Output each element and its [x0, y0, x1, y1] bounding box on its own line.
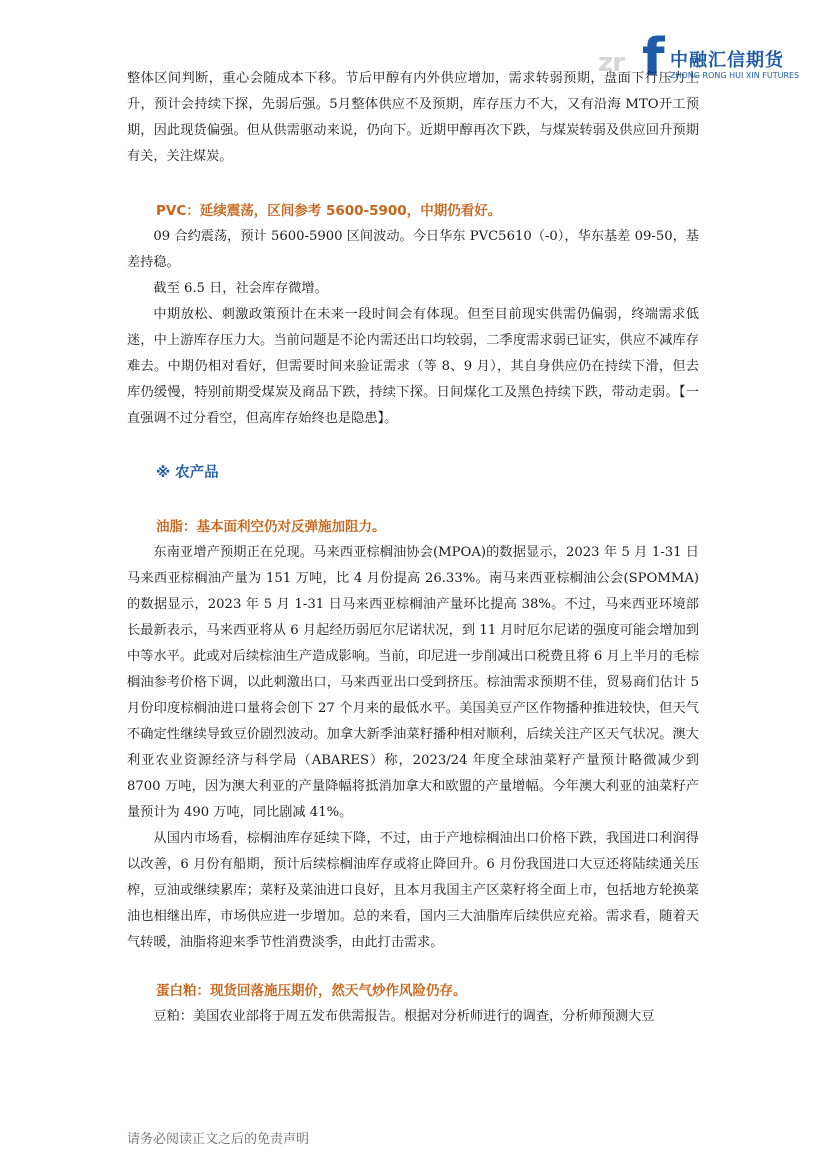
pvc-paragraph-2: 截至 6.5 日，社会库存微增。: [153, 281, 328, 296]
logo-mark-f: f: [642, 28, 665, 88]
oil-paragraph-1: 东南亚增产预期正在兑现。马来西亚棕榈油协会(MPOA)的数据显示，2023 年 5 月 1-31 日马来西亚棕榈油产量为 151 万吨，比 4 月份提高 26.33%。南马来西亚棕榈油公会(SPOMMA)的数据显示，2023 年 5 月 1-31 日马来西亚棕榈油产量环比提高 38%。不过，马来西亚环境部长最新表示，马来西亚将从 6 月起经历弱厄尔尼诺状况，到 11 月时厄尔尼诺的强度可能会增加到中等水平。此或对后续棕油生产造成影响。当前，印尼进一步削减出口税费且将 6 月上半月的毛棕榈油参考价格下调，以此刺激出口，马来西亚出口受到挤压。棕油需求预期不佳，贸易商们估计 5 月份印度棕榈油进口量将会创下 27 个月来的最低水平。美国美豆产区作物播种推进较快，但天气不确定性继续导致豆价剧烈波动。加拿大新季油菜籽播种相对顺利，后续关注产区天气状况。澳大利亚农业资源经济与科学局（ABARES）称，2023/24 年度全球油菜籽产量预计略微减少到 8700 万吨，因为澳大利亚的产量降幅将抵消加拿大和欧盟的产量增幅。今年澳大利亚的油菜籽产量预计为 490 万吨，同比剧减 41%。: [127, 545, 699, 820]
oil-paragraph-2: 从国内市场看，棕榈油库存延续下降，不过，由于产地棕榈油出口价格下跌，我国进口利润得以改善，6 月份有船期，预计后续棕榈油库存或将止降回升。6 月份我国进口大豆还将陆续通关压榨，豆油或继续累库；菜籽及菜油进口良好，且本月我国主产区菜籽将全面上市，包括地方轮换菜油也相继出库，市场供应进一步增加。总的来看，国内三大油脂库后续供应充裕。需求看，随着天气转暖，油脂将迎来季节性消费淡季，由此打击需求。: [127, 831, 699, 950]
agri-section-heading: ※ 农产品: [156, 465, 219, 481]
logo-name-cn: 中融汇信期货: [670, 50, 784, 71]
oil-heading: 油脂：基本面利空仍对反弹施加阻力。: [156, 519, 386, 535]
pvc-paragraph-3: 中期放松、刺激政策预计在未来一段时间会有体现。但至目前现实供需仍偏弱，终端需求低迷，中上游库存压力大。当前问题是不论内需还出口均较弱，二季度需求弱已证实，供应不减库存难去。中期仍相对看好，但需要时间来验证需求（等 8、9 月），其自身供应仍在持续下滑，但去库仍缓慢，特别前期受煤炭及商品下跌，持续下探。日间煤化工及黑色持续下跌，带动走弱。【一直强调不过分看空，但高库存始终也是隐患】。: [127, 307, 699, 426]
meal-heading: 蛋白粕：现货回落施压期价，然天气炒作风险仍存。: [156, 983, 467, 999]
pvc-heading: PVC：延续震荡，区间参考 5600-5900，中期仍看好。: [156, 203, 502, 219]
report-body: [127, 66, 699, 1030]
meal-paragraph-1: 豆粕：美国农业部将于周五发布供需报告。根据对分析师进行的调查，分析师预测大豆: [153, 1009, 655, 1024]
pvc-paragraph-1: 09 合约震荡，预计 5600-5900 区间波动。今日华东 PVC5610（-0），华东基差 09-50，基差持稳。: [127, 229, 699, 270]
logo-name-en: ZHONG RONG HUI XIN FUTURES: [670, 71, 800, 80]
methanol-paragraph: 整体区间判断，重心会随成本下移。节后甲醇有内外供应增加，需求转弱预期，盘面下行压力上升，预计会持续下探，先弱后强。5月整体供应不及预期，库存压力不大，又有沿海 MTO开工预期，因此现货偏强。但从供需驱动来说，仍向下。近期甲醇再次下跌，与煤炭转弱及供应回升预期有关，关注煤炭。: [127, 71, 699, 164]
logo-mark-letters: zr: [598, 48, 624, 78]
disclaimer-footer: 请务必阅读正文之后的免责声明: [127, 1132, 310, 1147]
